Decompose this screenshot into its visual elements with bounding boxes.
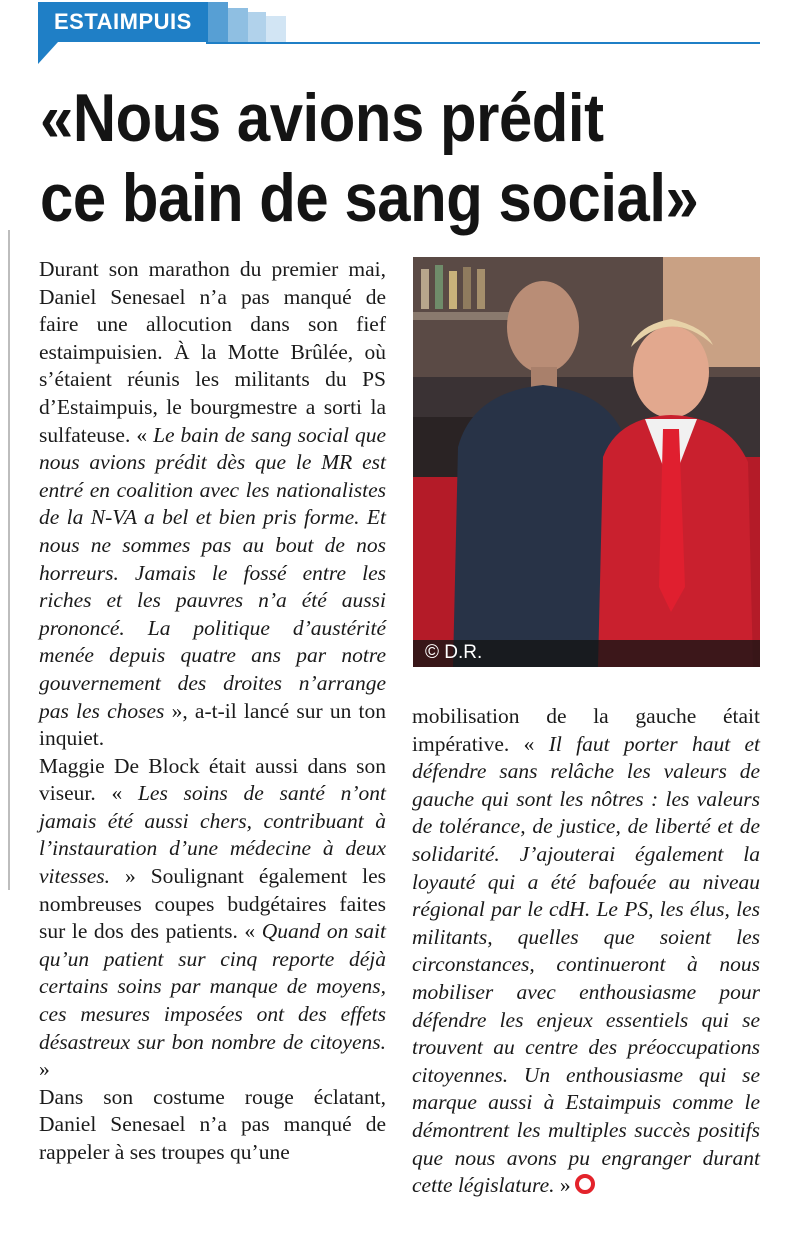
paragraph xyxy=(39,1084,386,1167)
text-run: Dans son costume rouge éclatant, Daniel Senesael n’a pas manqué de rappeler à ses troupes qu’une xyxy=(39,1084,386,1164)
text-run: », a-t-il lancé sur un ton inquiet. xyxy=(39,698,386,751)
section-rule xyxy=(206,42,760,44)
text-run: Durant son marathon du premier mai, Daniel Senesael n’a pas manqué de faire une allocution dans son fief estaimpuisien. À la Motte Brûlée, où s’étaient réunis les militants du PS d’Estaimpuis, le bourgmestre a sorti la sulfateuse. « xyxy=(39,257,386,447)
article-column-right xyxy=(412,703,760,1200)
paragraph xyxy=(39,256,386,753)
end-of-article-icon xyxy=(575,1174,595,1194)
headline xyxy=(40,78,699,238)
photo-illustration xyxy=(413,257,760,667)
headline-line-1: «Nous avions prédit xyxy=(40,80,604,156)
section-fade-block xyxy=(248,12,266,42)
paragraph xyxy=(412,703,760,1200)
quote: Quand on sait qu’un patient sur cinq reporte déjà certains soins par manque de moyens, ces mesures imposées ont des effets désastreux sur bon nombre de citoyens. xyxy=(39,919,387,1054)
section-label: ESTAIMPUIS xyxy=(38,2,208,42)
quote: Il faut porter haut et défendre sans relâche les valeurs de gauche qui sont les nôtres : les valeurs de tolérance, de justice, de liberté et de solidarité. J’ajouterai également la loyauté qui a été bafouée au niveau régional par le cdH. Le PS, les élus, les militants, quelles que soient les circonstances, continueront à nous mobiliser avec enthousiasme pour défendre les enjeux essentiels qui se trouvent au centre des préoccupations citoyennes. Un enthousiasme qui se marque aussi à Estaimpuis comme le démontrent les multiples succès positifs que nous avons pu engranger durant cette législature. xyxy=(412,731,760,1198)
text-run: mobilisation de la gauche était impérative. « xyxy=(412,704,760,756)
photo-credit: © D.R. xyxy=(425,642,483,663)
text-run: Maggie De Block était aussi dans son viseur. « xyxy=(39,753,386,806)
text-run: » xyxy=(559,1173,571,1198)
text-run: » Soulignant également les nombreuses coupes budgétaires faites sur le dos des patients. « xyxy=(39,864,386,944)
section-header xyxy=(38,2,760,62)
page-edge-rule xyxy=(8,230,10,890)
article-photo xyxy=(413,257,760,667)
headline-line-2: ce bain de sang social» xyxy=(40,160,699,236)
section-fade-block xyxy=(228,8,248,42)
section-fade-block xyxy=(206,2,228,42)
article-column-left xyxy=(39,256,386,1167)
paragraph xyxy=(39,753,386,1084)
quote: Les soins de santé n’ont jamais été aussi chers, contribuant à l’instauration d’une médecine à deux vitesses. xyxy=(39,781,387,889)
photo-caption-bar xyxy=(413,640,760,667)
quote: Le bain de sang social que nous avions prédit dès que le MR est entré en coalition avec les nationalistes de la N-VA a bel et bien pris forme. Et nous ne sommes pas au bout de nos horreurs. Jamais le fossé entre les riches et les pauvres n’a été aussi prononcé. La politique d’austérité menée depuis quatre ans par notre gouvernement des droites n’arrange pas les choses xyxy=(39,422,386,723)
section-fade-block xyxy=(266,16,286,42)
text-run: » xyxy=(39,1057,50,1082)
section-tab-tail xyxy=(38,42,58,64)
